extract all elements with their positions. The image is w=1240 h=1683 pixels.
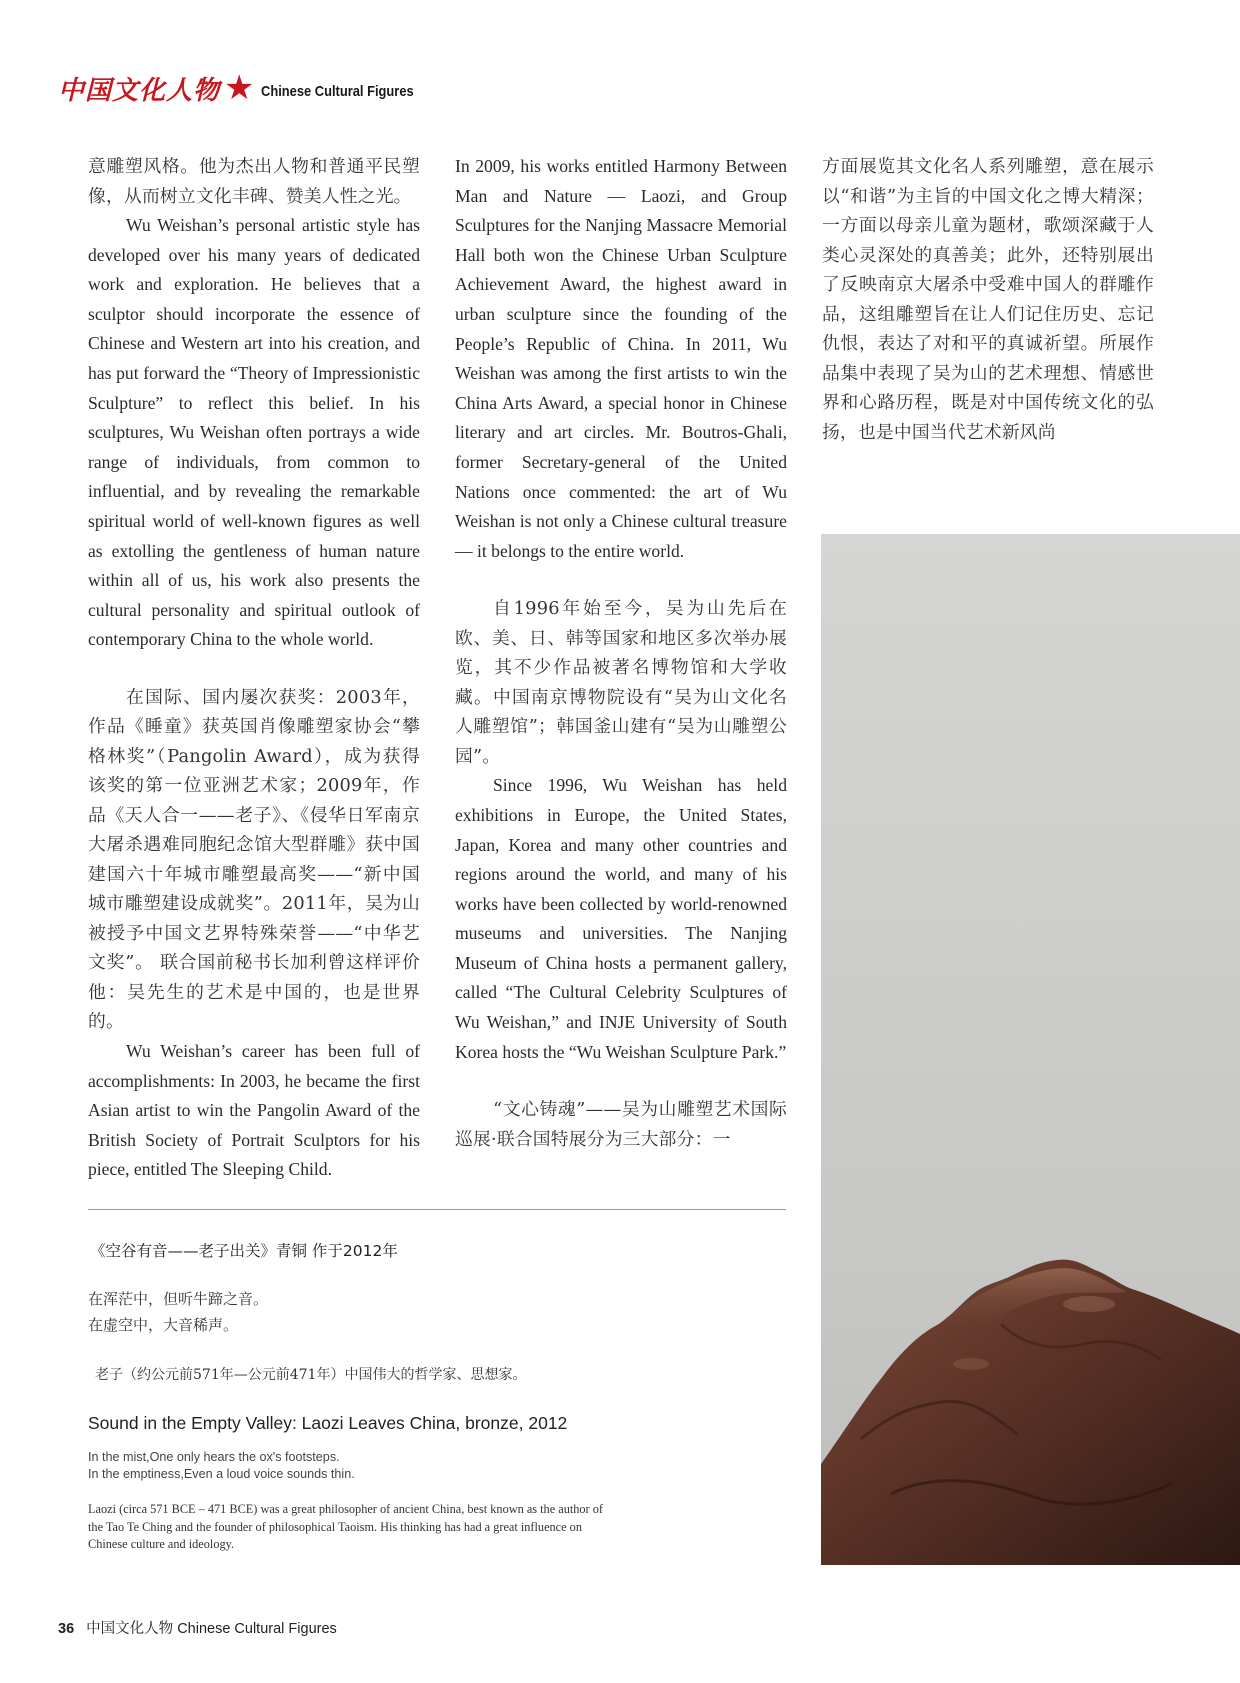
paragraph-en-2009: In 2009, his works entitled Harmony Between Man and Nature — Laozi, and Group Sculptures for the Nanjing Massacre Memorial Hall both won the Chinese Urban Sculpture Achievement Award, the highest award in urban sculpture since the founding of the People’s Republic of China. In 2011, Wu Weishan was among the first artists to win the China Arts Award, a special honor in Chinese literary and art circles. Mr. Boutros-Ghali, former Secretary-general of the United Nations once commented: the art of Wu Weishan is not only a Chinese cultural treasure — it belongs to the entire world. [455,156,787,561]
caption-verse-en [88,1449,355,1483]
brand-title-cn: 中国文化人物 [58,75,221,106]
caption-title-en: Sound in the Empty Valley: Laozi Leaves China, bronze, 2012 [88,1413,568,1433]
caption-divider [88,1209,786,1210]
magazine-header [58,68,438,108]
caption-note-cn: 老子（约公元前571年—公元前471年）中国伟大的哲学家、思想家。 [95,1367,527,1383]
caption-note-en: Laozi (circa 571 BCE – 471 BCE) was a great philosopher of ancient China, best known as the author of the Tao Te Ching and the founder of philosophical Taoism. His thinking has had a great influence on Chinese culture and ideology. [88,1502,603,1551]
paragraph-en-exhibitions: Since 1996, Wu Weishan has held exhibitions in Europe, the United States, Japan, Korea and many other countries and regions around the world, and many of his works have been collected by world-renowned museums and universities. The Nanjing Museum of China hosts a permanent gallery, called “The Cultural Celebrity Sculptures of Wu Weishan,” and INJE University of South Korea hosts the “Wu Weishan Sculpture Park.” [455,775,787,1062]
caption-verse-cn-line-1: 在浑茫中，但听牛蹄之音。 [88,1290,269,1308]
paragraph-en-style: Wu Weishan’s personal artistic style has developed over his many years of dedicated work and exploration. He believes that a sculptor should incorporate the essence of Chinese and Western art into his creation, and has put forward the “Theory of Impressionistic Sculpture” to reflect this belief. In his sculptures, Wu Weishan often portrays a wide range of individuals, from common to influential, and by revealing the remarkable spiritual world of well-known figures as well as extolling the gentleness of human nature within all of us, his work also presents the cultural personality and spiritual outlook of contemporary China to the whole world. [88,215,420,650]
caption-verse-cn [88,1286,268,1338]
caption-title-cn: 《空谷有音——老子出关》青铜 作于2012年 [90,1242,398,1260]
paragraph-en-awards: Wu Weishan’s career has been full of accomplishments: In 2003, he became the first Asian artist to win the Pangolin Award of the British Society of Portrait Sculptors for his piece, entitled The Sleeping Child. [88,1040,420,1180]
paragraph-cn-awards: 在国际、国内屡次获奖：2003年，作品《睡童》获英国肖像雕塑家协会“攀格林奖”（Pangolin Award），成为获得该奖的第一位亚洲艺术家；2009年，作品《天人合一——老子》、《侵华日军南京大屠杀遇难同胞纪念馆大型群雕》获中国建国六十年城市雕塑最高奖——“新中国城市雕塑建设成就奖”。2011年，吴为山被授予中国文艺界特殊荣誉——“中华艺文奖”。 联合国前秘书长加利曾这样评价他：吴先生的艺术是中国的，也是世界的。 [88,686,420,1033]
star-icon: ★ [224,68,255,108]
page-number: 36 [58,1621,75,1637]
sculpture-photo [821,534,1240,1565]
footer-magazine-title: 中国文化人物 Chinese Cultural Figures [86,1621,337,1637]
text-column-3 [822,152,1154,447]
caption-verse-en-line-2: In the emptiness,Even a loud voice sounds thin. [88,1467,355,1481]
paragraph-cn-exhibit-parts: 方面展览其文化名人系列雕塑，意在展示以“和谐”为主旨的中国文化之博大精深；一方面以母亲儿童为题材，歌颂深藏于人类心灵深处的真善美；此外，还特别展出了反映南京大屠杀中受难中国人的群雕作品，这组雕塑旨在让人们记住历史、忘记仇恨，表达了对和平的真诚祈望。所展作品集中表现了吴为山的艺术理想、情感世界和心路历程，既是对中国传统文化的弘扬，也是中国当代艺术新风尚 [822,156,1154,443]
text-column-1 [88,152,420,1185]
caption-verse-cn-line-2: 在虚空中，大音稀声。 [88,1316,239,1334]
bronze-sculpture-image [821,534,1240,1565]
paragraph-cn-un-exhibit: “文心铸魂”——吴为山雕塑艺术国际巡展·联合国特展分为三大部分：一 [455,1099,787,1150]
text-column-2 [455,152,787,1154]
page-footer [58,1617,337,1638]
paragraph-cn-exhibitions: 自1996年始至今，吴为山先后在欧、美、日、韩等国家和地区多次举办展览，其不少作品被著名博物馆和大学收藏。中国南京博物院设有“吴为山文化名人雕塑馆”；韩国釜山建有“吴为山雕塑公园”。 [455,598,787,767]
caption-verse-en-line-1: In the mist,One only hears the ox's footsteps. [88,1450,340,1464]
brand-title-en: Chinese Cultural Figures [260,82,414,100]
paragraph-cn-intro: 意雕塑风格。他为杰出人物和普通平民塑像，从而树立文化丰碑、赞美人性之光。 [88,156,420,207]
